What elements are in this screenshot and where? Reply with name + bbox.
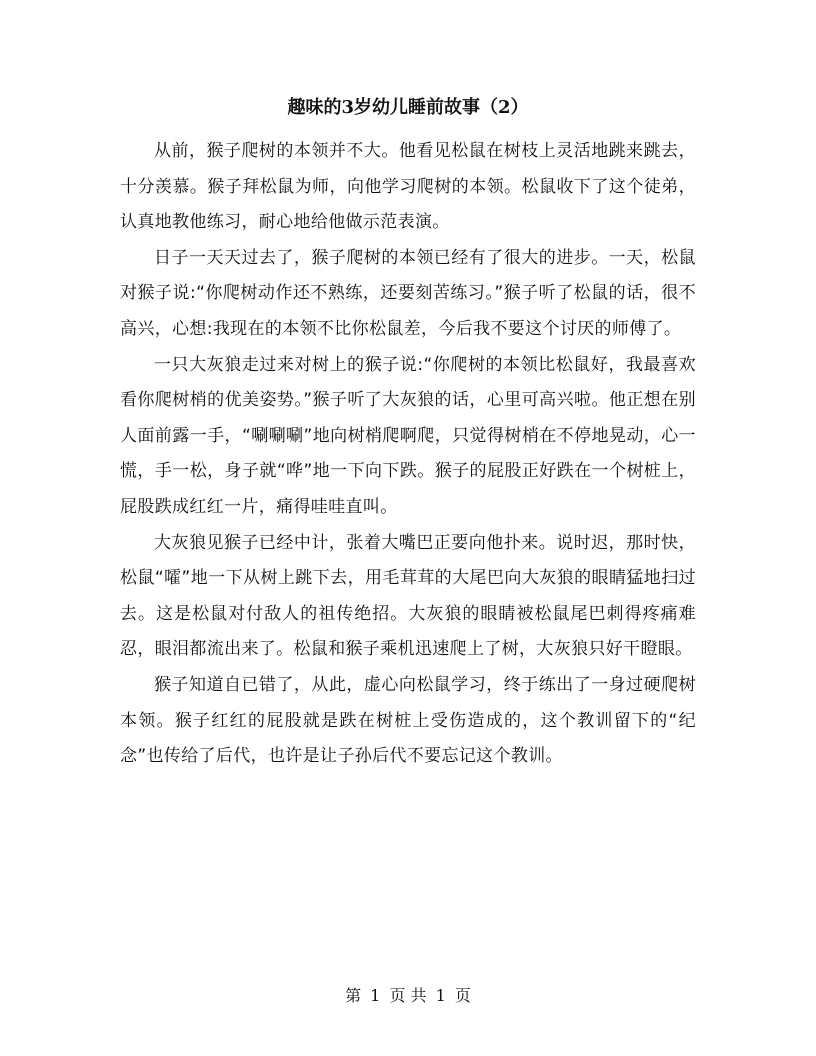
footer-middle: 页 共 — [389, 986, 427, 1005]
document-title: 趣味的3岁幼儿睡前故事（2） — [287, 97, 529, 118]
footer-page-number: 1 — [370, 986, 381, 1005]
footer-suffix: 页 — [454, 986, 471, 1005]
paragraph-1: 从前，猴子爬树的本领并不大。他看见松鼠在树枝上灵活地跳来跳去，十分羡慕。猴子拜松鼠为师，向他学习爬树的本领。松鼠收下了这个徒弟，认真地教他练习，耐心地给他做示范表演。 — [120, 141, 696, 233]
paragraph-5: 猴子知道自已错了，从此，虚心向松鼠学习，终于练出了一身过硬爬树本领。猴子红红的屁股就是跌在树桩上受伤造成的，这个教训留下的“纪念”也传给了后代，也许是让子孙后代不要忘记这个教训。 — [120, 674, 696, 767]
footer-prefix: 第 — [345, 986, 362, 1005]
paragraph-2: 日子一天天过去了，猴子爬树的本领已经有了很大的进步。一天，松鼠对猴子说:“你爬树动作还不熟练，还要刻苦练习。”猴子听了松鼠的话，很不高兴，心想:我现在的本领不比你松鼠差，今后我不要这个讨厌的师傅了。 — [120, 247, 696, 339]
paragraph-4: 大灰狼见猴子已经中计，张着大嘴巴正要向他扑来。说时迟，那时快，松鼠“嚯”地一下从树上跳下去，用毛茸茸的大尾巴向大灰狼的眼睛猛地扫过去。这是松鼠对付敌人的祖传绝招。大灰狼的眼睛被松鼠尾巴刺得疼痛难忍，眼泪都流出来了。松鼠和猴子乘机迅速爬上了树，大灰狼只好干瞪眼。 — [120, 532, 696, 660]
footer-page-total: 1 — [435, 986, 446, 1005]
story-body — [120, 134, 696, 775]
page-footer — [0, 985, 816, 1007]
paragraph-3: 一只大灰狼走过来对树上的猴子说:“你爬树的本领比松鼠好，我最喜欢看你爬树梢的优美姿势。”猴子听了大灰狼的话，心里可高兴啦。他正想在别人面前露一手，“唰唰唰”地向树梢爬啊爬，只觉得树梢在不停地晃动，心一慌，手一松，身子就“哗”地一下向下跌。猴子的屁股正好跌在一个树桩上，屁股跌成红红一片，痛得哇哇直叫。 — [120, 354, 696, 517]
